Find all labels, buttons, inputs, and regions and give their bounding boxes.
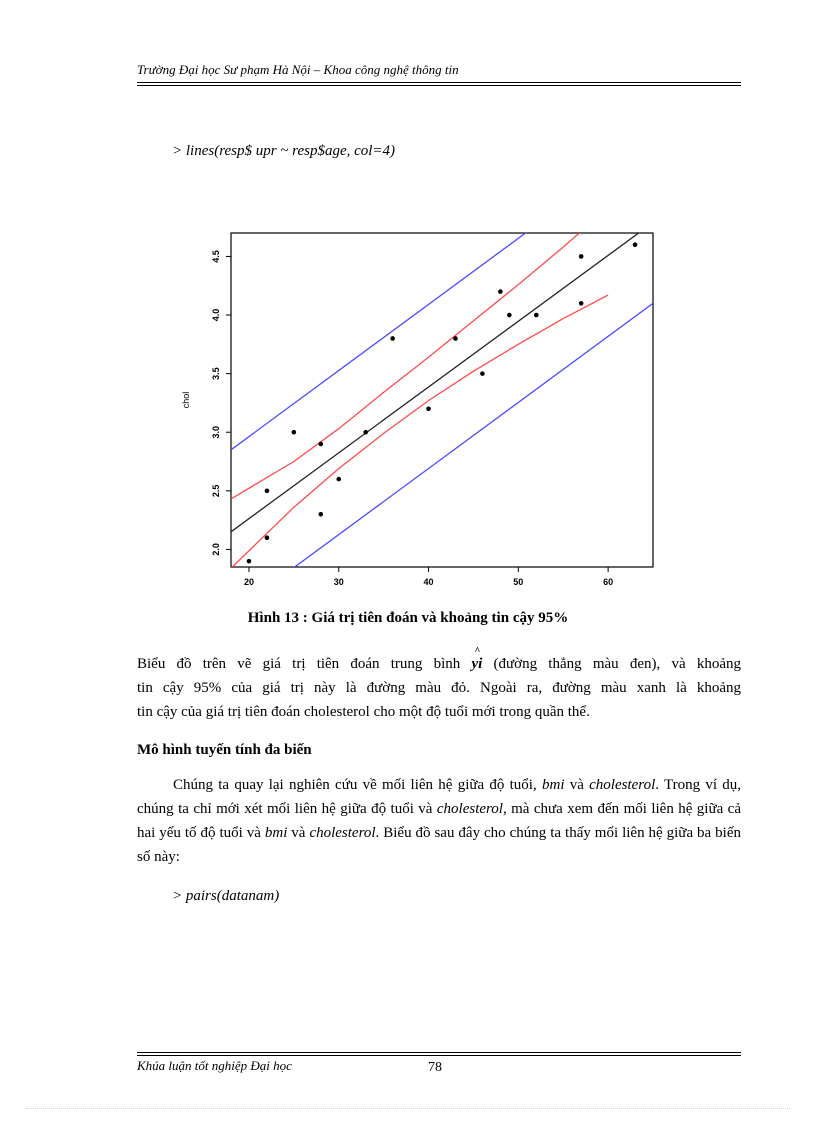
data-point-4 — [318, 512, 323, 517]
data-point-1 — [265, 535, 270, 540]
bottom-dotted-line — [26, 1108, 790, 1109]
figure-caption: Hình 13 : Giá trị tiên đoán và khoảng tin cậy 95% — [247, 610, 569, 626]
section-heading: Mô hình tuyến tính đa biến — [137, 742, 312, 758]
y-tick-label: 3.5 — [211, 367, 221, 380]
series-line-upr_conf — [231, 225, 590, 499]
data-point-3 — [292, 430, 297, 435]
paragraph-1 — [137, 652, 741, 724]
para1-line-1: Biểu đồ trên vẽ giá trị tiên đoán trung bình ^ yi (đường thẳng màu đen), và khoảng — [137, 652, 741, 676]
series-line-lwr_conf — [231, 295, 608, 568]
x-tick-label: 30 — [333, 577, 344, 587]
footer-rule — [137, 1052, 741, 1053]
y-tick-label: 2.5 — [211, 484, 221, 498]
code-lines-command: > lines(resp$ upr ~ resp$age, col=4) — [172, 143, 396, 159]
data-point-7 — [363, 430, 368, 435]
header-rule-2 — [137, 85, 741, 86]
y-tick-label: 2.0 — [211, 543, 221, 556]
data-point-14 — [534, 313, 539, 318]
data-point-17 — [633, 242, 638, 247]
page-number: 78 — [428, 1060, 442, 1075]
series-line-lwr_pred — [231, 303, 653, 600]
data-point-13 — [507, 313, 512, 318]
data-point-10 — [453, 336, 458, 341]
x-tick-label: 20 — [243, 577, 254, 587]
header-rule — [137, 82, 741, 83]
data-point-15 — [579, 301, 584, 306]
footer-rule-2 — [137, 1055, 741, 1056]
data-point-0 — [247, 559, 252, 564]
data-point-11 — [480, 371, 485, 376]
paragraph-2: Chúng ta quay lại nghiên cứu về mối liên hệ giữa độ tuổi, bmi và cholesterol. Trong ví dụ, chúng ta chỉ mới xét mối liên hệ giữa độ tuổi và cholesterol, mà chưa xem đến mối liên hệ giữa cả hai yếu tố độ tuổi và bmi và cholesterol. Biểu đồ sau đây cho chúng ta thấy mối liên hệ giữa ba biến số này: — [137, 777, 741, 865]
y-tick-label: 4.5 — [211, 250, 221, 263]
regression-chart — [170, 225, 660, 600]
x-tick-label: 40 — [423, 577, 434, 587]
data-point-8 — [390, 336, 395, 341]
footer-title: Khúa luận tốt nghiệp Đại học — [137, 1058, 292, 1073]
y-tick-label: 3.0 — [211, 425, 221, 439]
data-point-16 — [579, 254, 584, 259]
data-point-12 — [498, 289, 503, 294]
data-point-2 — [265, 489, 270, 494]
yhat-symbol: ^ yi — [472, 652, 483, 676]
para1-line-3: tin cậy của giá trị tiên đoán cholesterol cho một độ tuổi mới trong quần thể. — [137, 704, 590, 720]
x-tick-label: 60 — [603, 577, 614, 587]
data-point-5 — [318, 442, 323, 447]
series-line-fit — [231, 225, 653, 532]
x-tick-label: 50 — [513, 577, 524, 587]
y-axis-label: chol — [181, 391, 191, 409]
code-pairs-command: > pairs(datanam) — [172, 888, 280, 904]
y-tick-label: 4.0 — [211, 308, 221, 322]
series-line-upr_pred — [231, 225, 653, 450]
data-point-6 — [336, 477, 341, 482]
plot-frame — [231, 233, 653, 567]
header-title: Trường Đại học Sư phạm Hà Nội – Khoa công nghệ thông tin — [137, 62, 459, 77]
data-point-9 — [426, 406, 431, 411]
para1-line-2: tin cậy 95% của giá trị này là đường màu đỏ. Ngoài ra, đường màu xanh là khoảng — [137, 680, 741, 696]
